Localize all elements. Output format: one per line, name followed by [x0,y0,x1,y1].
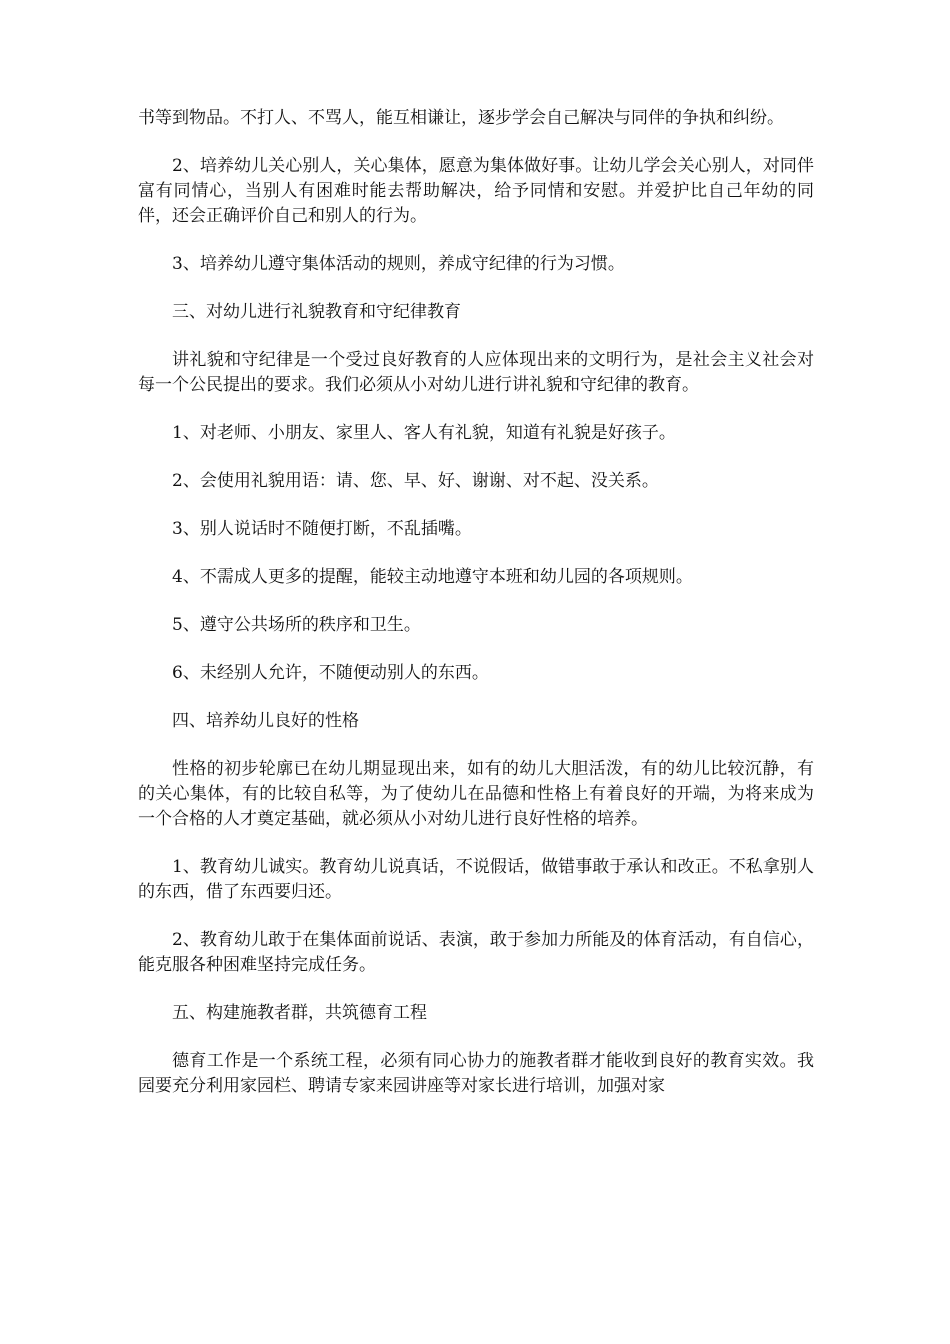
paragraph-item-3-rules: 3、培养幼儿遵守集体活动的规则，养成守纪律的行为习惯。 [172,254,625,274]
section-heading-5: 五、构建施教者群，共筑德育工程 [172,1003,427,1023]
paragraph-character-intro: 性格的初步轮廓已在幼儿期显现出来，如有的幼儿大胆活泼，有的幼儿比较沉静，有的关心集体，有的比较自私等，为了使幼儿在品德和性格上有着良好的开端，为将来成为一个合格的人才奠定基础，就必须从小对幼儿进行良好性格的培养。 [138,759,814,829]
paragraph-character-item-2: 2、教育幼儿敢于在集体面前说话、表演，敢于参加力所能及的体育活动，有自信心，能克服各种困难坚持完成任务。 [138,930,814,975]
paragraph-courtesy-item-2: 2、会使用礼貌用语：请、您、早、好、谢谢、对不起、没关系。 [172,471,659,491]
paragraph-courtesy-item-3: 3、别人说话时不随便打断，不乱插嘴。 [172,519,472,539]
section-heading-3: 三、对幼儿进行礼貌教育和守纪律教育 [172,302,461,322]
paragraph-courtesy-intro: 讲礼貌和守纪律是一个受过良好教育的人应体现出来的文明行为，是社会主义社会对每一个公民提出的要求。我们必须从小对幼儿进行讲礼貌和守纪律的教育。 [138,350,814,395]
paragraph-continuation: 书等到物品。不打人、不骂人，能互相谦让，逐步学会自己解决与同伴的争执和纠纷。 [138,108,784,128]
paragraph-courtesy-item-4: 4、不需成人更多的提醒，能较主动地遵守本班和幼儿园的各项规则。 [172,567,693,587]
document-page [138,106,814,1122]
section-heading-4: 四、培养幼儿良好的性格 [172,711,359,731]
paragraph-character-item-1: 1、教育幼儿诚实。教育幼儿说真话，不说假话，做错事敢于承认和改正。不私拿别人的东西，借了东西要归还。 [138,857,814,902]
paragraph-courtesy-item-1: 1、对老师、小朋友、家里人、客人有礼貌，知道有礼貌是好孩子。 [172,423,676,443]
paragraph-item-2-care-for-others: 2、培养幼儿关心别人，关心集体，愿意为集体做好事。让幼儿学会关心别人，对同伴富有同情心，当别人有困难时能去帮助解决，给予同情和安慰。并爱护比自己年幼的同伴，还会正确评价自己和别人的行为。 [138,156,814,226]
paragraph-courtesy-item-5: 5、遵守公共场所的秩序和卫生。 [172,615,421,635]
paragraph-courtesy-item-6: 6、未经别人允许，不随便动别人的东西。 [172,663,489,683]
paragraph-moral-education-intro: 德育工作是一个系统工程，必须有同心协力的施教者群才能收到良好的教育实效。我园要充分利用家园栏、聘请专家来园讲座等对家长进行培训，加强对家 [138,1051,814,1096]
